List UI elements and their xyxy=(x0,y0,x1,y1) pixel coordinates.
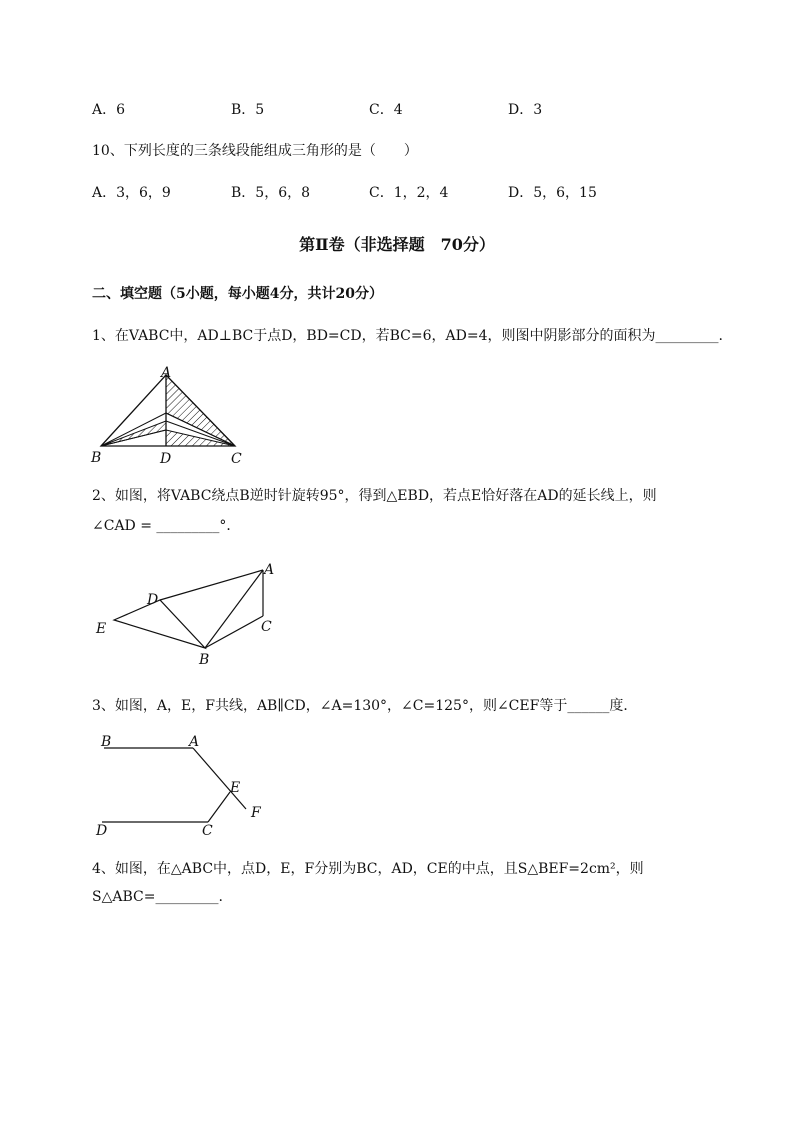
label-b: B xyxy=(91,450,102,466)
q10-option-a: A．3，6，9 xyxy=(92,185,171,201)
label-a: A xyxy=(264,562,275,578)
label-a: A xyxy=(161,365,172,381)
shaded-region-left xyxy=(101,421,166,446)
q9-option-b: B．5 xyxy=(231,102,265,118)
fill4-stem-line2: S△ABC=_________. xyxy=(92,889,223,905)
label-b: B xyxy=(101,734,112,750)
fill-section-heading: 二、填空题（5小题，每小题4分，共计20分） xyxy=(92,286,383,302)
fill2-stem-line2: ∠CAD = _________°． xyxy=(92,518,241,534)
fill1-figure xyxy=(88,366,248,466)
line-af xyxy=(193,748,246,809)
line-ce xyxy=(208,792,230,822)
fill2-stem-line1: 2、如图，将VABC绕点B逆时针旋转95°，得到△EBD，若点E恰好落在AD的延长线上，则 xyxy=(92,488,657,504)
label-a: A xyxy=(189,734,200,750)
label-e: E xyxy=(96,621,107,637)
label-d: D xyxy=(160,451,172,467)
q10-option-b: B．5，6，8 xyxy=(231,185,311,201)
fill3-stem: 3、如图，A，E，F共线，AB∥CD，∠A=130°，∠C=125°，则∠CEF等于______度． xyxy=(92,698,638,714)
q10-stem: 10、下列长度的三条线段能组成三角形的是（ ） xyxy=(92,143,418,159)
label-d: D xyxy=(147,592,159,608)
label-c: C xyxy=(261,619,272,635)
fill4-stem-line1: 4、如图，在△ABC中，点D，E，F分别为BC，AD，CE的中点，且S△BEF=2cm²，则 xyxy=(92,861,644,877)
label-e: E xyxy=(230,780,241,796)
label-d: D xyxy=(96,823,108,839)
fill1-stem: 1、在VABC中，AD⊥BC于点D，BD=CD，若BC=6，AD=4，则图中阴影部分的面积为_________. xyxy=(92,328,723,344)
part2-title: 第Ⅱ卷（非选择题 70分） xyxy=(299,235,495,254)
q9-option-d: D．3 xyxy=(508,102,543,118)
label-c: C xyxy=(202,823,213,839)
label-b: B xyxy=(199,652,210,668)
fill2-figure xyxy=(92,560,292,670)
triangle-ebd xyxy=(114,600,205,648)
fill3-figure xyxy=(92,734,272,844)
q10-option-c: C．1，2，4 xyxy=(369,185,449,201)
q9-option-c: C．4 xyxy=(369,102,403,118)
label-f: F xyxy=(251,805,261,821)
q10-option-d: D．5，6，15 xyxy=(508,185,597,201)
label-c: C xyxy=(231,451,242,467)
q9-option-a: A．6 xyxy=(92,102,126,118)
